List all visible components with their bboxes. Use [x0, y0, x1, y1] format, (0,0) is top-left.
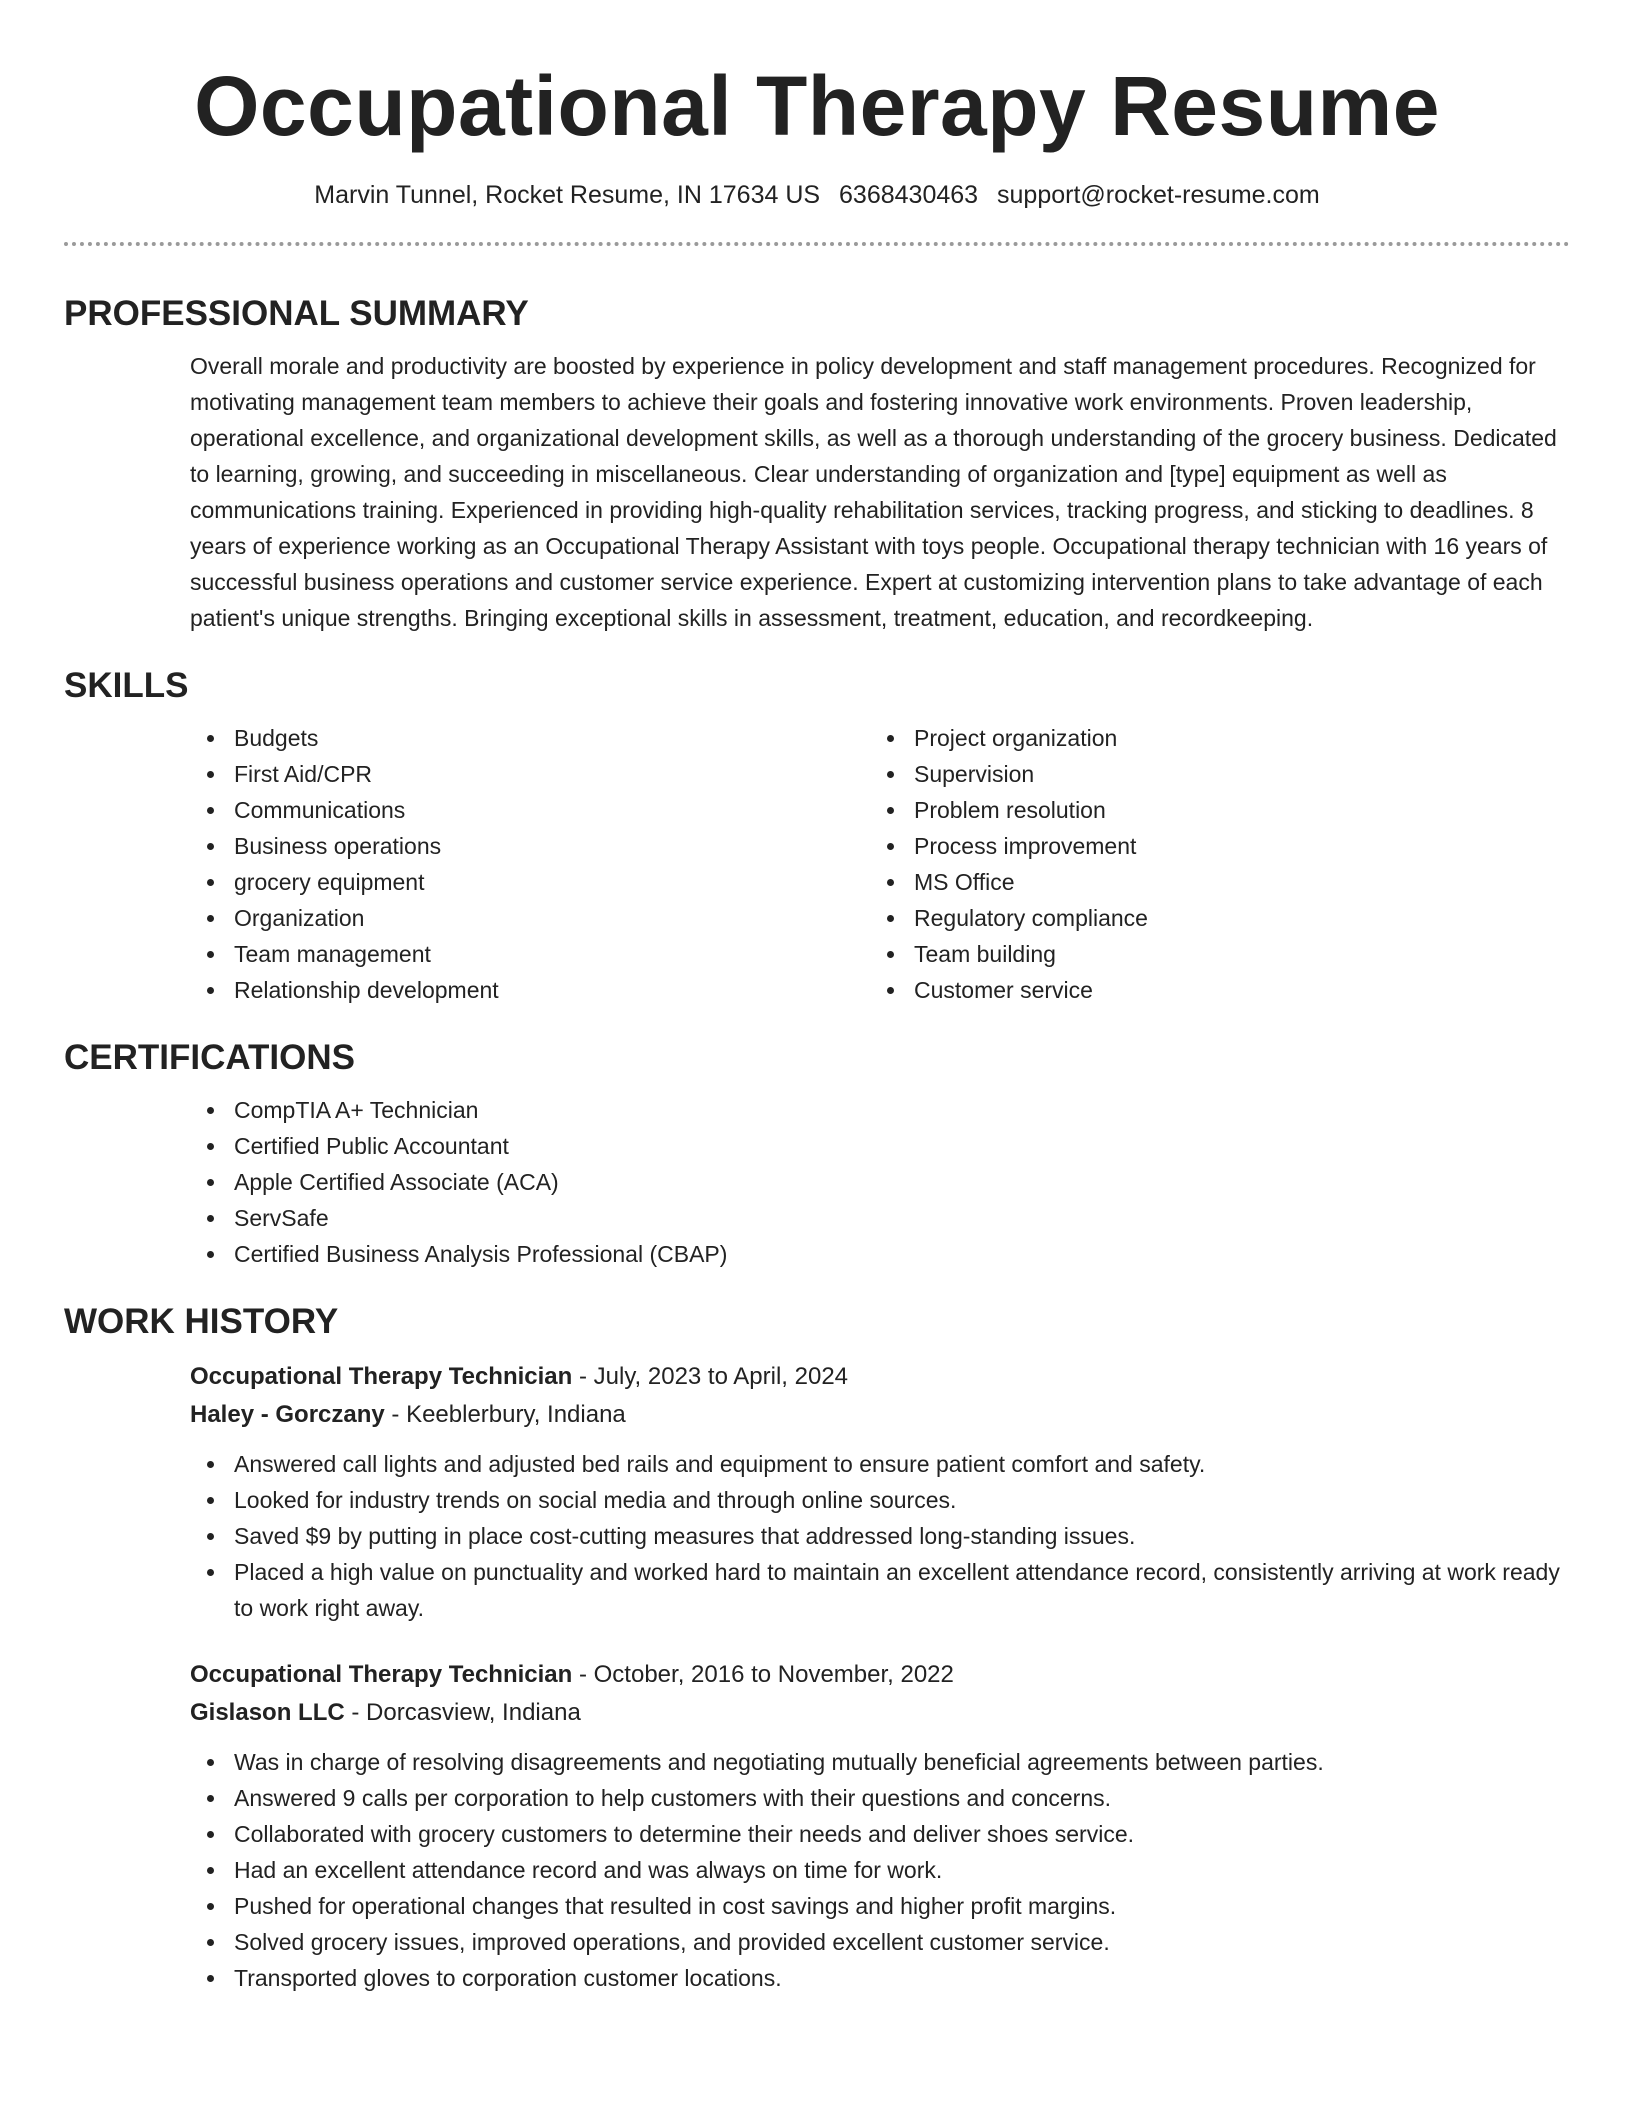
skills-grid: [190, 720, 1570, 1008]
job-duty-item: Pushed for operational changes that resulted in cost savings and higher profit margins.: [190, 1888, 1570, 1924]
job-duty-item: Had an excellent attendance record and was always on time for work.: [190, 1852, 1570, 1888]
skills-list-left: [190, 720, 870, 1008]
job-title: Occupational Therapy Technician: [190, 1661, 573, 1688]
job-duties-list: [190, 1446, 1570, 1626]
job-duty-item: Looked for industry trends on social media and through online sources.: [190, 1482, 1570, 1518]
job-company-line: [190, 1396, 1570, 1434]
resume-page: [64, 56, 1570, 1996]
contact-line: [64, 178, 1570, 212]
skill-item: Project organization: [870, 720, 1550, 756]
skill-item: Problem resolution: [870, 792, 1550, 828]
skills-heading: SKILLS: [64, 666, 189, 705]
job-duty-item: Collaborated with grocery customers to determine their needs and deliver shoes service.: [190, 1816, 1570, 1852]
job-title-line: [190, 1358, 1570, 1396]
job-company: Gislason LLC: [190, 1699, 345, 1726]
skills-list-right: [870, 720, 1550, 1008]
skill-item: Regulatory compliance: [870, 900, 1550, 936]
job-location: - Keeblerbury, Indiana: [384, 1401, 626, 1428]
header-divider: [64, 242, 1570, 246]
contact-address: Marvin Tunnel, Rocket Resume, IN 17634 US: [314, 181, 821, 209]
work-history-section: [64, 1300, 1570, 1996]
job-duty-item: Answered call lights and adjusted bed rails and equipment to ensure patient comfort and safety.: [190, 1446, 1570, 1482]
certification-item: Certified Business Analysis Professional (CBAP): [190, 1236, 1570, 1272]
certifications-heading: CERTIFICATIONS: [64, 1038, 356, 1077]
skill-item: Communications: [190, 792, 870, 828]
job-duty-item: Was in charge of resolving disagreements and negotiating mutually beneficial agreements between parties.: [190, 1744, 1570, 1780]
job-company-line: [190, 1694, 1570, 1732]
contact-email: support@rocket-resume.com: [997, 181, 1320, 209]
job-duty-item: Saved $9 by putting in place cost-cutting measures that addressed long-standing issues.: [190, 1518, 1570, 1554]
contact-phone: 6368430463: [839, 181, 979, 209]
summary-heading: PROFESSIONAL SUMMARY: [64, 294, 529, 333]
skills-section: [64, 664, 1570, 1008]
certifications-section: [64, 1036, 1570, 1272]
job-duty-item: Answered 9 calls per corporation to help customers with their questions and concerns.: [190, 1780, 1570, 1816]
skill-item: Customer service: [870, 972, 1550, 1008]
job-dates: - July, 2023 to April, 2024: [572, 1363, 849, 1390]
skill-item: Supervision: [870, 756, 1550, 792]
skill-item: First Aid/CPR: [190, 756, 870, 792]
job-duty-item: Solved grocery issues, improved operations, and provided excellent customer service.: [190, 1924, 1570, 1960]
certification-item: Apple Certified Associate (ACA): [190, 1164, 1570, 1200]
certification-item: CompTIA A+ Technician: [190, 1092, 1570, 1128]
skill-item: Team management: [190, 936, 870, 972]
skill-item: Business operations: [190, 828, 870, 864]
skill-item: Budgets: [190, 720, 870, 756]
skill-item: Process improvement: [870, 828, 1550, 864]
job-duty-item: Placed a high value on punctuality and worked hard to maintain an excellent attendance record, consistently arriving at work ready to work right away.: [190, 1554, 1570, 1626]
summary-section: [64, 292, 1570, 636]
job-title-line: [190, 1656, 1570, 1694]
job-entry: [190, 1358, 1570, 1626]
certification-item: ServSafe: [190, 1200, 1570, 1236]
certifications-list: [190, 1092, 1570, 1272]
skill-item: grocery equipment: [190, 864, 870, 900]
skill-item: Team building: [870, 936, 1550, 972]
work-history-heading: WORK HISTORY: [64, 1302, 339, 1341]
skill-item: Organization: [190, 900, 870, 936]
summary-text: Overall morale and productivity are boosted by experience in policy development and staff management procedures. Recognized for motivating management team members to achieve their goals and fostering innovative work environments. Proven leadership, operational excellence, and organizational development skills, as well as a thorough understanding of the grocery business. Dedicated to learning, growing, and succeeding in miscellaneous. Clear understanding of organization and [type] equipment as well as communications training. Experienced in providing high-quality rehabilitation services, tracking progress, and sticking to deadlines. 8 years of experience working as an Occupational Therapy Assistant with toys people. Occupational therapy technician with 16 years of successful business operations and customer service experience. Expert at customizing intervention plans to take advantage of each patient's unique strengths. Bringing exceptional skills in assessment, treatment, education, and recordkeeping.: [190, 353, 1557, 631]
job-dates: - October, 2016 to November, 2022: [572, 1661, 954, 1688]
job-location: - Dorcasview, Indiana: [344, 1699, 581, 1726]
job-company: Haley - Gorczany: [190, 1401, 385, 1428]
skill-item: MS Office: [870, 864, 1550, 900]
skill-item: Relationship development: [190, 972, 870, 1008]
job-duty-item: Transported gloves to corporation customer locations.: [190, 1960, 1570, 1996]
job-title: Occupational Therapy Technician: [190, 1363, 573, 1390]
resume-title: Occupational Therapy Resume: [194, 59, 1440, 153]
job-entry: [190, 1656, 1570, 1996]
certification-item: Certified Public Accountant: [190, 1128, 1570, 1164]
job-duties-list: [190, 1744, 1570, 1996]
